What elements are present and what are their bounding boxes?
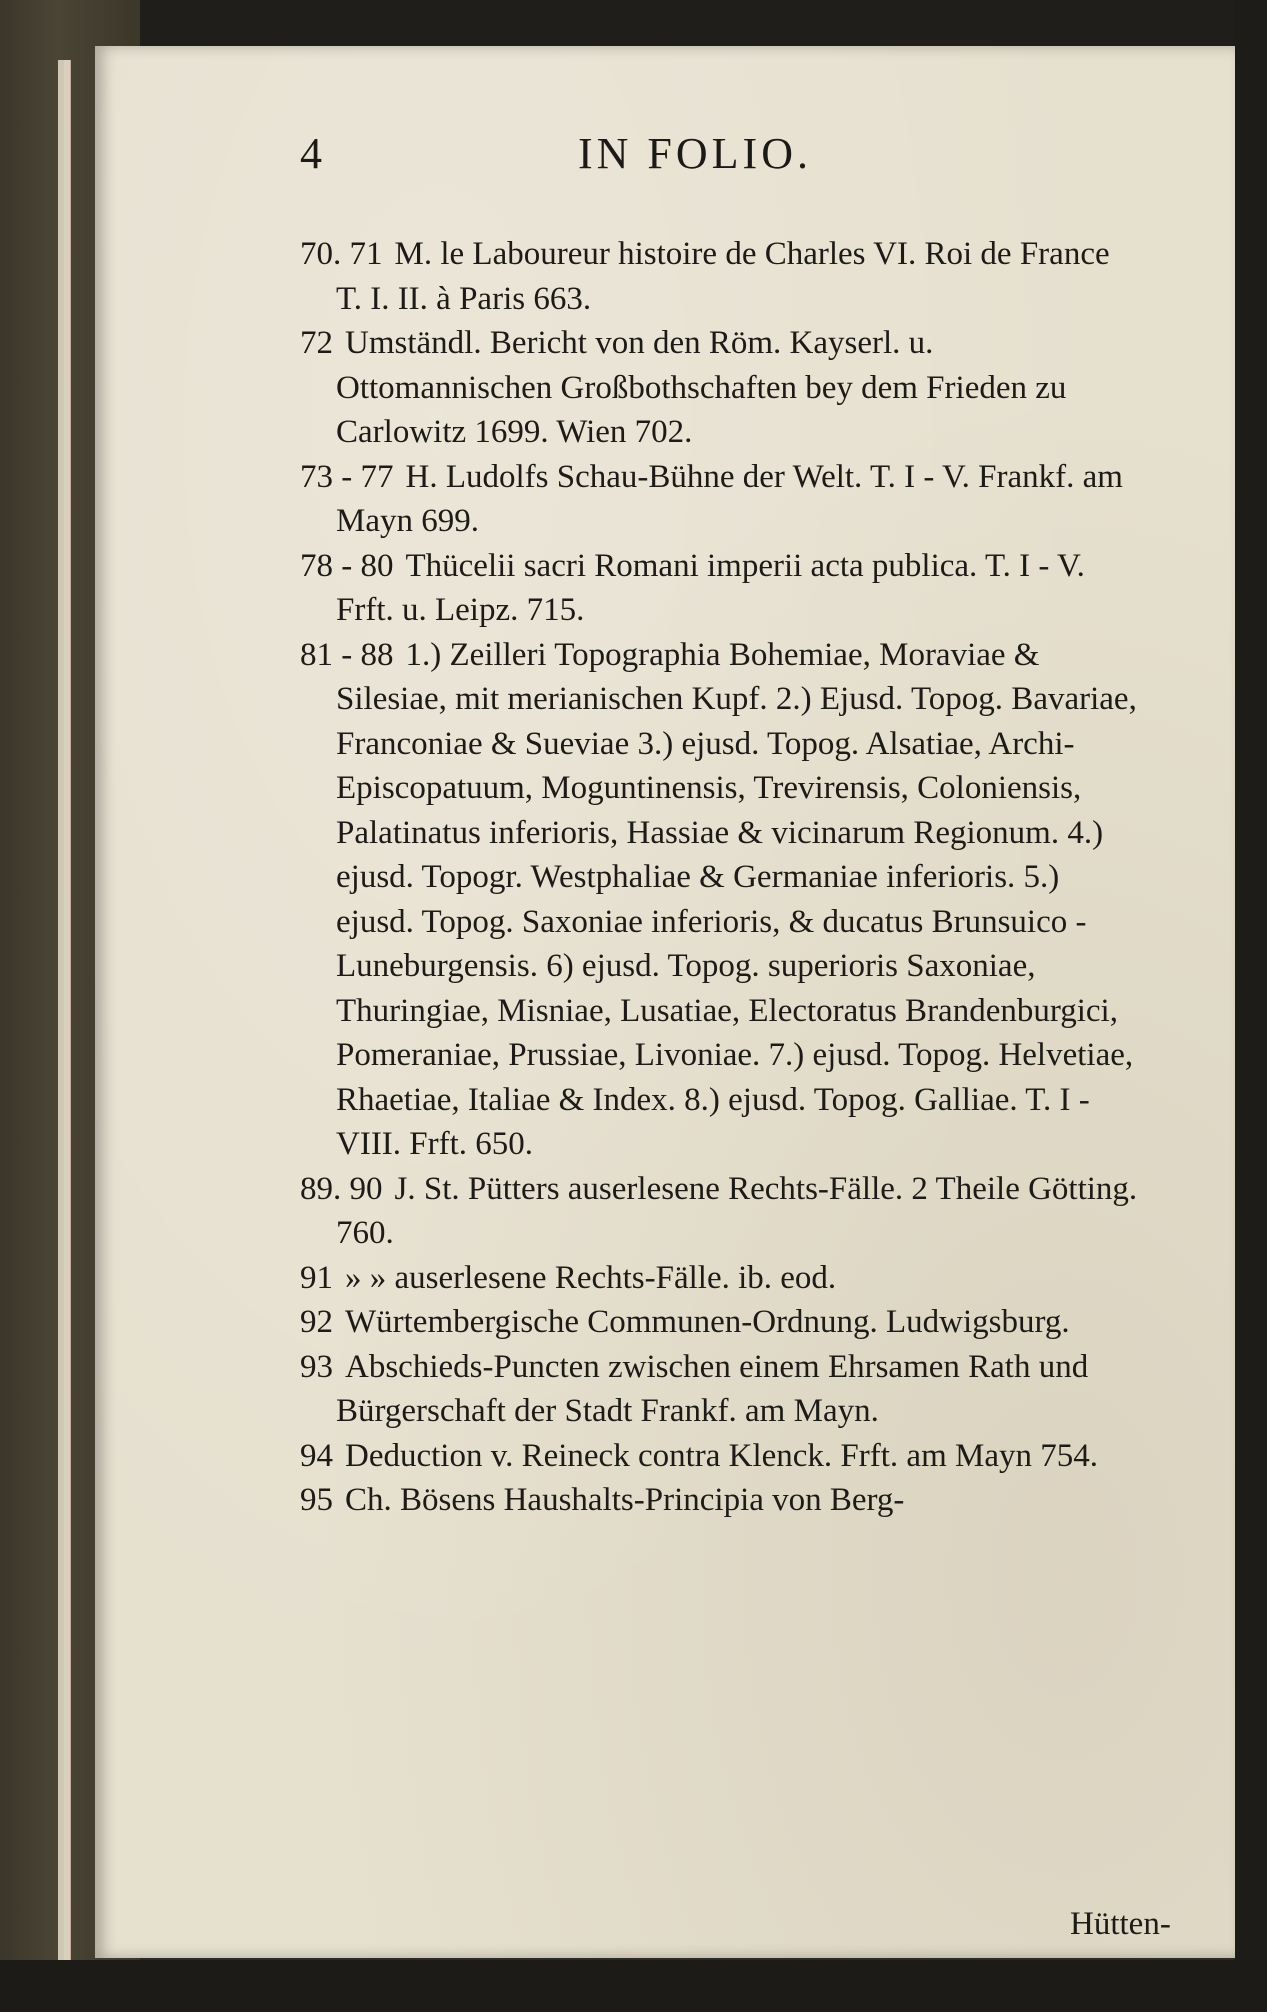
entry-number: 95: [300, 1482, 333, 1518]
entry-text: Umständl. Bericht von den Röm. Kayserl. u. Ottomannischen Großbothschaften bey dem Frieden zu Carlowitz 1699. Wien 702.: [336, 325, 1067, 450]
catalog-entry: [300, 1256, 1140, 1301]
page-edge-lines: [70, 60, 131, 1960]
entry-text: 1.) Zeilleri Topographia Bohemiae, Moraviae & Silesiae, mit merianischen Kupf. 2.) Ejusd. Topog. Bavariae, Franconiae & Sueviae 3.) ejusd. Topog. Alsatiae, Archi-Episcopatuum, Moguntinensis, Trevirensis, Coloniensis, Palatinatus inferioris, Hassiae & vicinarum Regionum. 4.) ejusd. Topogr. Westphaliae & Germaniae inferioris. 5.) ejusd. Topog. Saxoniae inferioris, & ducatus Brunsuico - Luneburgensis. 6) ejusd. Topog. superioris Saxoniae, Thuringiae, Misniae, Lusatiae, Electoratus Brandenburgici, Pomeraniae, Prussiae, Livoniae. 7.) ejusd. Topog. Helvetiae, Rhaetiae, Italiae & Index. 8.) ejusd. Topog. Galliae. T. I - VIII. Frft. 650.: [336, 636, 1137, 1162]
entry-number: 70. 71: [300, 236, 383, 272]
entry-number: 94: [300, 1437, 333, 1474]
running-head: [0, 128, 1267, 188]
entry-text: Ch. Bösens Haushalts-Principia von Berg-: [345, 1482, 905, 1518]
catalog-entry: [300, 544, 1140, 633]
section-title: IN FOLIO.: [578, 129, 812, 178]
entry-text: J. St. Pütters auserlesene Rechts-Fälle. 2 Theile Götting. 760.: [336, 1170, 1138, 1251]
page-number: 4: [300, 129, 322, 178]
entry-number: 92: [300, 1304, 333, 1340]
catalog-entry: [300, 1167, 1140, 1256]
catalog-entry: [300, 1478, 1140, 1523]
book-cover-bottom: [0, 1960, 1267, 2012]
entry-number: 72: [300, 325, 333, 361]
entry-number: 89. 90: [300, 1170, 383, 1207]
catalog-entries: [300, 232, 1140, 1523]
entry-text: » » auserlesene Rechts-Fälle. ib. eod.: [345, 1259, 837, 1296]
catalog-entry: [300, 455, 1140, 544]
catalog-entry: [300, 232, 1140, 321]
catalog-entry: [300, 1345, 1140, 1434]
catalog-entry: [300, 1434, 1140, 1479]
entry-text: M. le Laboureur histoire de Charles VI. Roi de France T. I. II. à Paris 663.: [336, 236, 1110, 317]
catalog-entry: [300, 321, 1140, 455]
book-cover-right: [1235, 0, 1267, 2012]
entry-number: 73 - 77: [300, 458, 394, 495]
entry-text: H. Ludolfs Schau-Bühne der Welt. T. I - V. Frankf. am Mayn 699.: [336, 458, 1123, 539]
entry-number: 78 - 80: [300, 547, 394, 584]
entry-number: 93: [300, 1348, 333, 1385]
entry-text: Deduction v. Reineck contra Klenck. Frft. am Mayn 754.: [345, 1437, 1098, 1474]
book-cover-top: [0, 0, 1267, 48]
catalog-entry: [300, 633, 1140, 1167]
entry-text: Thücelii sacri Romani imperii acta publica. T. I - V. Frft. u. Leipz. 715.: [336, 547, 1085, 628]
catalog-entry: [300, 1300, 1140, 1345]
catchword: Hütten-: [1070, 1906, 1171, 1942]
entry-text: Abschieds-Puncten zwischen einem Ehrsamen Rath und Bürgerschaft der Stadt Frankf. am Mayn.: [336, 1348, 1089, 1429]
entry-number: 81 - 88: [300, 636, 394, 673]
entry-text: Würtembergische Communen-Ordnung. Ludwigsburg.: [345, 1304, 1070, 1340]
entry-number: 91: [300, 1259, 333, 1296]
